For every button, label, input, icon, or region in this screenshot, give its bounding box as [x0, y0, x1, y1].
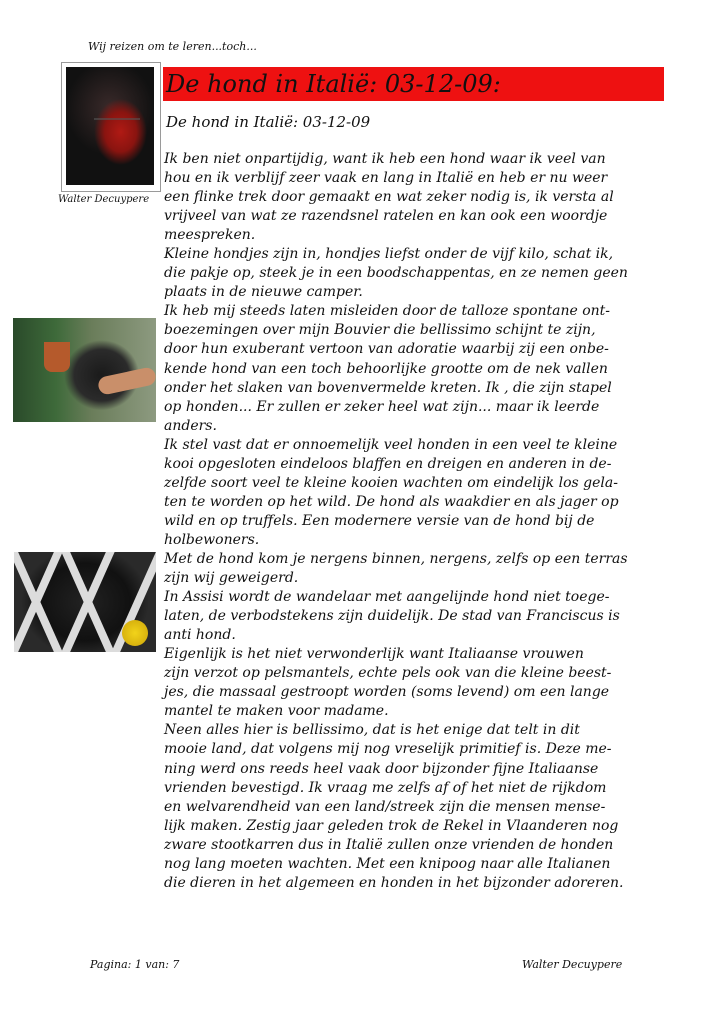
page-number: Pagina: 1 van: 7	[90, 958, 180, 971]
article-subtitle: De hond in Italië: 03-12-09	[166, 113, 371, 131]
article-body	[164, 150, 666, 893]
running-header: Wij reizen om te leren...toch...	[88, 40, 257, 53]
portrait-glasses	[94, 118, 140, 134]
body-line: Kleine hondjes zijn in, hondjes liefst onder de vijf kilo, schat ik,	[164, 246, 614, 263]
fence-bar	[56, 552, 120, 652]
body-line: en welvarendheid van een land/streek zijn die mensen mense-	[164, 798, 606, 815]
body-line: In Assisi wordt de wandelaar met aangelijnde hond niet toege-	[164, 589, 610, 606]
body-line: Met de hond kom je nergens binnen, nergens, zelfs op een terras	[164, 550, 628, 567]
yellow-flower	[122, 620, 148, 646]
body-line: Ik ben niet onpartijdig, want ik heb een hond waar ik veel van	[164, 151, 606, 167]
body-line: kende hond van een toch behoorlijke grootte om de nek vallen	[164, 360, 608, 377]
title-bar	[163, 67, 664, 101]
body-line: die dieren in het algemeen en honden in het bijzonder adoreren.	[164, 874, 624, 891]
body-line: holbewoners.	[164, 531, 260, 548]
body-line: zijn verzot op pelsmantels, echte pels ook van die kleine beest-	[164, 665, 612, 682]
body-line: door hun exuberant vertoon van adoratie waarbij zij een onbe-	[164, 341, 609, 358]
body-line: ning werd ons reeds heel vaak door bijzonder fijne Italiaanse	[164, 760, 599, 777]
body-line: mooie land, dat volgens mij nog vreselijk primitief is. Deze me-	[164, 741, 612, 758]
body-line: anders.	[164, 417, 217, 434]
body-line: die pakje op, steek je in een boodschappentas, en ze nemen geen	[164, 265, 628, 282]
dog-photo-1-flowerpot	[44, 342, 70, 372]
body-line: Eigenlijk is het niet verwonderlijk want Italiaanse vrouwen	[164, 646, 584, 663]
body-line: zijn wij geweigerd.	[164, 570, 299, 587]
body-line: meespreken.	[164, 227, 256, 244]
body-line: Neen alles hier is bellissimo, dat is het enige dat telt in dit	[164, 722, 580, 739]
body-line: ten te worden op het wild. De hond als waakdier en als jager op	[164, 493, 619, 510]
body-line: lijk maken. Zestig jaar geleden trok de Rekel in Vlaanderen nog	[164, 817, 619, 834]
body-line: onder het slaken van bovenvermelde kreten. Ik , die zijn stapel	[164, 379, 612, 396]
body-line: Ik heb mij steeds laten misleiden door de talloze spontane ont-	[164, 303, 611, 320]
body-line: Ik stel vast dat er onnoemelijk veel honden in een veel te kleine	[164, 436, 618, 453]
body-line: een flinke trek door gemaakt en wat zeker nodig is, ik versta al	[164, 189, 614, 206]
body-line: kooi opgesloten eindeloos blaffen en dreigen en anderen in de-	[164, 455, 612, 472]
footer-author: Walter Decuypere	[522, 958, 623, 971]
body-line: anti hond.	[164, 627, 236, 644]
portrait-caption: Walter Decuypere	[58, 194, 150, 205]
body-line: vrijveel van wat ze razendsnel ratelen en kan ook een woordje	[164, 208, 608, 225]
body-line: vrienden bevestigd. Ik vraag me zelfs af of het niet de rijkdom	[164, 779, 607, 796]
article-title: De hond in Italië: 03-12-09:	[166, 70, 501, 98]
body-line: mantel te maken voor madame.	[164, 703, 389, 720]
body-line: op honden... Er zullen er zeker heel wat zijn... maar ik leerde	[164, 398, 600, 415]
body-line: nog lang moeten wachten. Met een knipoog naar alle Italianen	[164, 855, 611, 872]
body-line: zelfde soort veel te kleine kooien wachten om eindelijk los gela-	[164, 474, 618, 491]
body-line: wild en op truffels. Een modernere versie van de hond bij de	[164, 512, 595, 529]
body-line: jes, die massaal gestroopt worden (soms levend) om een lange	[164, 684, 610, 701]
body-line: zware stootkarren dus in Italië zullen onze vrienden de honden	[164, 836, 614, 853]
body-line: laten, de verbodstekens zijn duidelijk. De stad van Franciscus is	[164, 608, 620, 625]
body-line: hou en ik verblijf zeer vaak en lang in Italië en heb er nu weer	[164, 170, 608, 187]
body-line: plaats in de nieuwe camper.	[164, 284, 363, 301]
body-line: boezemingen over mijn Bouvier die bellissimo schijnt te zijn,	[164, 322, 596, 339]
